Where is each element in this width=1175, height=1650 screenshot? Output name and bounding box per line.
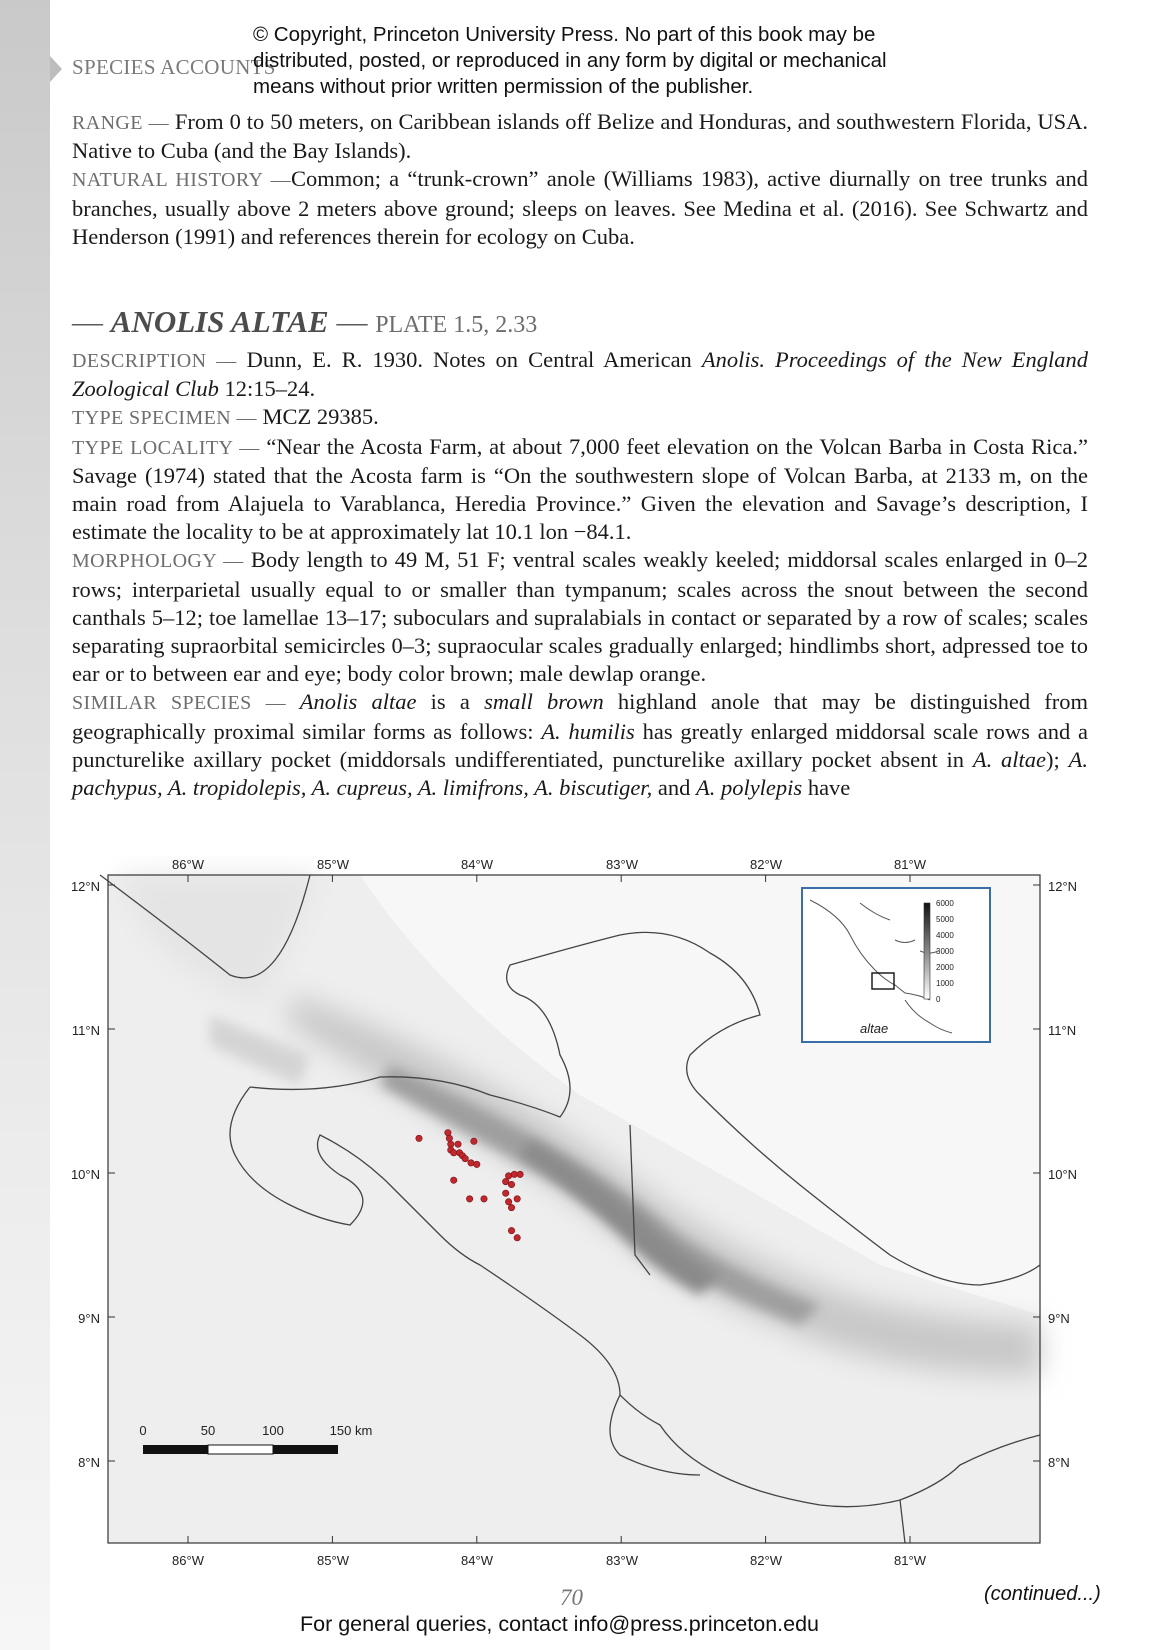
bottom-lon-label: 84°W [461, 1553, 493, 1568]
elevation-label: 2000 [936, 963, 954, 972]
description-text-1: Dunn, E. R. 1930. Notes on Central American [236, 347, 702, 372]
occurrence-point [455, 1141, 461, 1147]
occurrence-point [508, 1204, 514, 1210]
right-lat-label: 12°N [1048, 879, 1078, 894]
left-lat-label: 12°N [70, 879, 100, 894]
right-lat-label: 10°N [1048, 1167, 1078, 1182]
range-paragraph [72, 108, 1088, 165]
scale-segment [143, 1445, 208, 1454]
occurrence-point [462, 1155, 468, 1161]
scale-label: 0 [139, 1423, 147, 1438]
left-lat-label: 9°N [78, 1311, 100, 1326]
inset-map [802, 888, 990, 1042]
occurrence-point [448, 1141, 454, 1147]
similar-species-italic-3: A. humilis [541, 718, 635, 744]
right-latitude-labels [1048, 879, 1077, 1470]
range-text: From 0 to 50 meters, on Caribbean islands off Belize and Honduras, and southwestern Florida, USA. Native to Cuba (and the Bay Islands). [72, 109, 1089, 164]
scale-label: 150 km [329, 1423, 373, 1438]
similar-species-italic-2: small brown [484, 689, 604, 715]
occurrence-point [514, 1196, 520, 1202]
description-label: DESCRIPTION — [72, 350, 237, 372]
page-number: 70 [560, 1585, 583, 1610]
previous-species-section [72, 108, 1088, 251]
scale-segment [273, 1445, 338, 1454]
copyright-line-3: means without prior written permission of the publisher. [253, 75, 754, 98]
species-heading [72, 304, 537, 340]
occurrence-point [466, 1196, 472, 1202]
heading-dash-mid: — [328, 304, 376, 339]
scale-label: 100 [262, 1423, 284, 1438]
natural-history-paragraph [72, 165, 1088, 251]
occurrence-point [508, 1181, 514, 1187]
occurrence-point [451, 1150, 457, 1156]
bottom-lon-label: 86°W [172, 1553, 204, 1568]
similar-species-italic-4: A. altae [972, 746, 1047, 772]
similar-species-text-1: is a [416, 689, 485, 715]
top-lon-label: 86°W [172, 857, 204, 872]
type-locality-paragraph [72, 433, 1088, 547]
scale-label: 50 [200, 1423, 216, 1438]
elevation-label: 5000 [936, 915, 954, 924]
occurrence-point [451, 1177, 457, 1183]
bottom-lon-label: 82°W [750, 1553, 782, 1568]
heading-dash-left: — [72, 304, 111, 339]
elevation-label: 3000 [936, 947, 954, 956]
top-lon-label: 83°W [606, 857, 638, 872]
page-edge-bar [0, 0, 50, 1650]
occurrence-point [517, 1171, 523, 1177]
right-lat-label: 11°N [1048, 1023, 1077, 1038]
left-latitude-labels [71, 879, 100, 1470]
top-lon-label: 84°W [461, 857, 493, 872]
elevation-legend-bar [924, 903, 930, 999]
right-lat-label: 9°N [1048, 1311, 1070, 1326]
occurrence-point [446, 1135, 452, 1141]
copyright-notice [253, 22, 973, 100]
morphology-text: Body length to 49 M, 51 F; ventral scales weakly keeled; middorsal scales enlarged in 0–2 rows; interparietal usually equal to or smaller than tympanum; scales across the snout between the second canthals 5–12; toe lamellae 13–17; suboculars and supralabials in contact or separated by a row of scales; scales separating supraorbital semicircles 0–3; supraocular scales gradually enlarged; hindlimbs short, adpressed toe to ear or to between ear and eye; body color brown; male dewlap orange. [72, 547, 1088, 687]
occurrence-point [503, 1190, 509, 1196]
bottom-lon-label: 83°W [606, 1553, 638, 1568]
similar-species-text-6: have [802, 775, 851, 801]
description-paragraph [72, 346, 1088, 403]
similar-species-text-5: and [652, 775, 696, 801]
inset-species-label: altae [860, 1021, 889, 1036]
occurrence-point [416, 1135, 422, 1141]
natural-history-label: NATURAL HISTORY — [72, 169, 291, 192]
similar-species-text-4: ); [1046, 746, 1069, 772]
occurrence-point [468, 1160, 474, 1166]
occurrence-point [505, 1173, 511, 1179]
elevation-label: 6000 [936, 899, 954, 908]
scale-segment [208, 1445, 273, 1454]
type-locality-label: TYPE LOCALITY — [72, 436, 260, 459]
description-text-2: 12:15–24. [218, 376, 316, 402]
elevation-label: 1000 [936, 979, 954, 988]
similar-species-label: SIMILAR SPECIES — [72, 692, 286, 715]
inset-frame [802, 888, 990, 1042]
species-name: ANOLIS ALTAE [110, 304, 329, 339]
bottom-lon-label: 85°W [317, 1553, 349, 1568]
occurrence-point [514, 1235, 520, 1241]
occurrence-point [471, 1138, 477, 1144]
similar-species-italic-5: A. pachypus, A. tropidolepis, A. cupreus, A. limifrons, A. biscutiger, [72, 746, 1089, 801]
description-journal: Anolis. Proceedings of the New England Zoological Club [72, 347, 1088, 402]
morphology-paragraph [72, 546, 1088, 688]
bottom-lon-label: 81°W [894, 1553, 926, 1568]
similar-species-paragraph [72, 688, 1088, 802]
section-tab-arrow-icon [50, 56, 62, 82]
top-lon-label: 81°W [894, 857, 926, 872]
copyright-line-1: © Copyright, Princeton University Press. No part of this book may be [253, 23, 876, 46]
type-specimen-paragraph [72, 403, 1088, 432]
occurrence-point [474, 1161, 480, 1167]
similar-species-italic-6: A. polylepis [695, 775, 803, 801]
range-label: RANGE — [72, 112, 169, 134]
running-head: SPECIES ACCOUNTS [72, 55, 276, 79]
top-lon-label: 85°W [317, 857, 349, 872]
similar-species-text-2: highland anole that may be distinguished from geographically proximal similar forms as follows: [72, 689, 1088, 744]
occurrence-point [445, 1130, 451, 1136]
elevation-label: 0 [936, 995, 941, 1004]
natural-history-text: Common; a “trunk-crown” anole (Williams 1983), active diurnally on tree trunks and branches, usually above 2 meters above ground; sleeps on leaves. See Medina et al. (2016). See Schwartz and Henderson (1991) and references therein for ecology on Cuba. [72, 166, 1088, 249]
species-account [72, 346, 1088, 802]
similar-species-text-3: has greatly enlarged middorsal scale rows and a puncturelike axillary pocket (middorsals undifferentiated, puncturelike axillary pocket absent in [72, 718, 1088, 772]
top-longitude-labels [172, 857, 927, 872]
left-lat-label: 10°N [70, 1167, 100, 1182]
similar-species-italic-1: Anolis altae [285, 689, 417, 715]
left-lat-label: 11°N [71, 1023, 100, 1038]
bottom-longitude-labels [172, 1553, 927, 1568]
copyright-line-2: distributed, posted, or reproduced in any form by digital or mechanical [253, 49, 887, 72]
type-specimen-text: MCZ 29385. [256, 404, 379, 430]
occurrence-point [481, 1196, 487, 1202]
type-specimen-label: TYPE SPECIMEN — [72, 407, 257, 430]
right-lat-label: 8°N [1048, 1455, 1070, 1470]
left-lat-label: 8°N [78, 1455, 100, 1470]
occurrence-point [511, 1171, 517, 1177]
continued-note: (continued...) [984, 1583, 1101, 1605]
occurrence-point [503, 1178, 509, 1184]
queries-note: For general queries, contact info@press.princeton.edu [300, 1612, 820, 1636]
distribution-map [60, 855, 1100, 1570]
type-locality-text: “Near the Acosta Farm, at about 7,000 feet elevation on the Volcan Barba in Costa Rica.” Savage (1974) stated that the Acosta farm is “On the southwestern slope of Volcan Barba, at 2133 m, on the main road from Alajuela to Varablanca, Heredia Province.” Given the elevation and Savage’s description, I estimate the locality to be at approximately lat 10.1 lon −84.1. [72, 433, 1088, 545]
morphology-label: MORPHOLOGY — [72, 550, 244, 573]
plate-reference: PLATE 1.5, 2.33 [375, 312, 538, 338]
elevation-label: 4000 [936, 931, 954, 940]
occurrence-point [508, 1227, 514, 1233]
top-lon-label: 82°W [750, 857, 782, 872]
occurrence-point [505, 1199, 511, 1205]
